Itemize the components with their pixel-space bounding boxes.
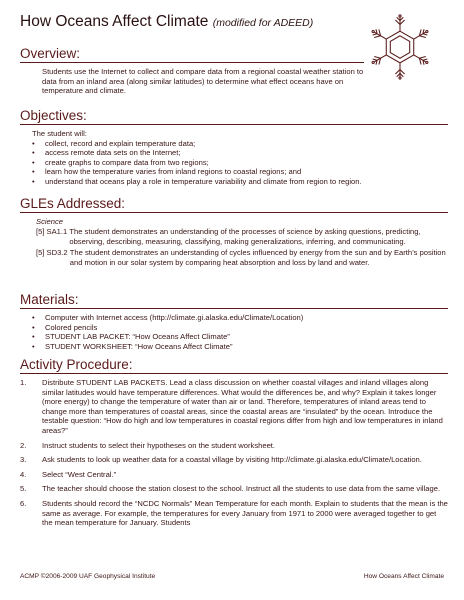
procedure-step bbox=[20, 441, 448, 451]
footer-left: ACMP ©2006-2009 UAF Geophysical Institute bbox=[20, 573, 156, 580]
procedure-section bbox=[20, 357, 448, 533]
gles-heading: GLEs Addressed: bbox=[20, 196, 448, 213]
footer-right: How Oceans Affect Climate bbox=[363, 573, 444, 580]
step-number: 4. bbox=[20, 469, 27, 479]
procedure-step bbox=[20, 470, 448, 480]
gle-code: [5] SD3.2 bbox=[36, 248, 70, 258]
gle-text: The student demonstrates an understanding of cycles influenced by energy from the sun and by Earth’s position and motion in our solar system by comparing heat absorption and loss by land and water. bbox=[69, 248, 446, 267]
snowflake-icon bbox=[366, 14, 434, 80]
materials-list bbox=[20, 313, 448, 351]
procedure-step bbox=[20, 378, 448, 436]
step-text: Instruct students to select their hypotheses on the student worksheet. bbox=[42, 440, 276, 450]
list-item: • learn how the temperature varies from inland regions to coastal regions; and bbox=[32, 167, 448, 177]
gle-code: [5] SA1.1 bbox=[36, 227, 70, 236]
step-number: 2. bbox=[20, 440, 27, 450]
page-footer bbox=[20, 573, 444, 580]
title-main: How Oceans Affect Climate bbox=[20, 13, 209, 30]
materials-heading: Materials: bbox=[20, 292, 448, 309]
list-item: • STUDENT LAB PACKET: “How Oceans Affect Climate” bbox=[32, 332, 448, 342]
objectives-heading: Objectives: bbox=[20, 108, 448, 125]
list-item: • access remote data sets on the Internet; bbox=[32, 148, 448, 158]
overview-heading: Overview: bbox=[20, 46, 364, 63]
document-title bbox=[20, 13, 313, 31]
procedure-step bbox=[20, 455, 448, 465]
step-number: 5. bbox=[20, 484, 27, 494]
step-number: 3. bbox=[20, 455, 27, 465]
gle-item bbox=[20, 227, 448, 246]
title-subtitle: (modified for ADEED) bbox=[212, 17, 314, 29]
objectives-section bbox=[20, 108, 448, 187]
gles-subject: Science bbox=[36, 217, 64, 226]
list-item: • STUDENT WORKSHEET: “How Oceans Affect Climate” bbox=[32, 342, 448, 352]
step-text: Select “West Central.” bbox=[42, 469, 117, 479]
step-text: Ask students to look up weather data for a coastal village by visiting http://climate.gi.alaska.edu/Climate/Location. bbox=[42, 455, 422, 465]
gle-item bbox=[20, 248, 448, 267]
list-item: • Colored pencils bbox=[32, 323, 448, 333]
materials-section bbox=[20, 292, 448, 351]
procedure-step bbox=[20, 484, 448, 494]
procedure-step bbox=[20, 499, 448, 528]
gles-section bbox=[20, 196, 448, 269]
gle-text: The student demonstrates an understanding of the processes of science by asking questions, predicting, observing, describing, measuring, classifying, making generalizations, inferring, and communicating. bbox=[69, 227, 421, 246]
list-item: • understand that oceans play a role in temperature variability and climate from region to region. bbox=[32, 177, 448, 187]
step-text: The teacher should choose the station closest to the school. Instruct all the students to use data from the same village. bbox=[42, 484, 441, 494]
list-item: • collect, record and explain temperature data; bbox=[32, 139, 448, 149]
procedure-heading: Activity Procedure: bbox=[20, 357, 448, 374]
step-text: Distribute STUDENT LAB PACKETS. Lead a class discussion on whether coastal villages and inland villages along similar latitudes would have temperature differences. What would the differences be, and why? Explain it takes longer (more energy) to change the temperature of water than air or land. Therefore, temperatures of inland areas tend to change more than temperatures of coastal areas, since the coastal areas are “insulated” by the ocean. Introduce the testable question: “How do high and low temperatures in coastal regions differ from high and low temperatures in inland areas?” bbox=[42, 378, 443, 435]
objectives-lead: The student will: bbox=[32, 129, 87, 138]
overview-section bbox=[20, 46, 364, 96]
step-number: 6. bbox=[20, 498, 27, 508]
list-item: • create graphs to compare data from two regions; bbox=[32, 158, 448, 168]
overview-text: Students use the Internet to collect and compare data from a regional coastal weather station to data from an inland area (along similar latitudes) to determine what effect oceans have on temperature and climate. bbox=[42, 67, 364, 96]
step-number: 1. bbox=[20, 378, 27, 387]
step-text: Students should record the “NCDC Normals” Mean Temperature for each month. Explain to students that the mean is the same as average. For example, the temperatures for every January from 1971 to 2000 were averaged together to get the mean temperature for January. Students bbox=[42, 498, 448, 528]
procedure-steps bbox=[20, 378, 448, 528]
objectives-list bbox=[20, 139, 448, 187]
list-item: • Computer with Internet access (http://climate.gi.alaska.edu/Climate/Location) bbox=[32, 313, 448, 323]
